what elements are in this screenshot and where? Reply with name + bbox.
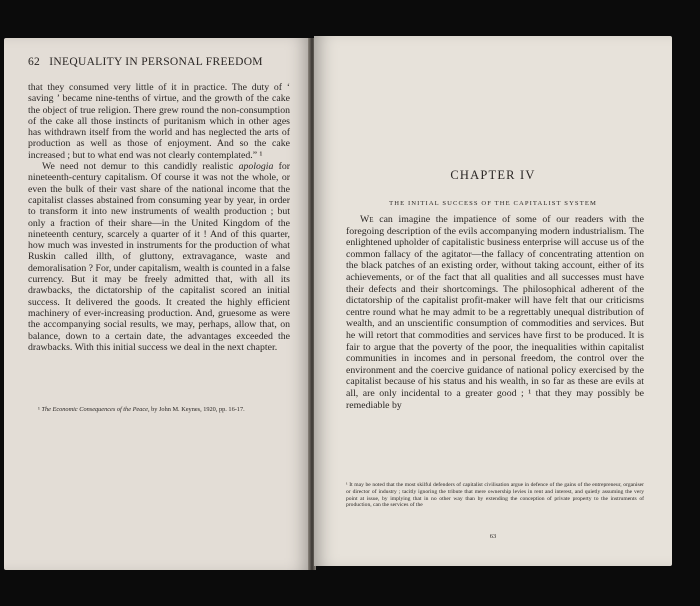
left-body-text [28, 82, 290, 353]
footnote-mark: ¹ [38, 406, 40, 413]
right-page [314, 36, 672, 566]
right-paragraph-text: can imagine the impatience of some of our readers with the foregoing description of the evils accompanying modern industrialism. The enlightened upholder of capitalistic business enterprise will accuse us of the common fallacy of the agitator—the fallacy of concentrating attention on the black patches of an existing order, without taking account, either of its achievements, or of the fact that all qualities and all successes must have their defects and their shortcomings. The philosophical adherent of the dictatorship of the capitalist profit-maker will have felt that our criticisms centre round what he may admit to be a regrettably unequal distribution of wealth, and an unscientific consumption of commodities and services. But he will retort that commodities and services have first to be produced. It is fair to argue that the poverty of the poor, the inequalities within capitalist communities in incomes and in personal freedom, the control over the environment and the coercive guidance of national policy exercised by the capitalist because of his status and his wealth, in so far as these are evils at all, are only incidental to a greater good ; ¹ that they may possibly be remediable by [346, 214, 644, 411]
left-page [4, 38, 310, 570]
para2-start: We need not demur to this candidly realistic [42, 161, 234, 173]
right-paragraph [346, 214, 644, 411]
running-head [28, 56, 290, 68]
para2-italic: apologia [238, 161, 274, 173]
chapter-subtitle: THE INITIAL SUCCESS OF THE CAPITALIST SYSTEM [389, 200, 597, 207]
right-footnote: ¹ It may be noted that the most skilful defenders of capitalist civilisation argue in defence of the gains of the entrepreneur, organiser or director of industry ; tacitly ignoring the tribute that mere ownership levies in rent and interest, and quietly assuming the very point at issue, by implying that in no other way than by extending the conception of private property to the instruments of production, can the services of the [346, 482, 644, 509]
footnote-citation: by John M. Keynes, 1920, pp. 16-17. [151, 406, 245, 413]
left-page-number: 62 [28, 56, 41, 68]
right-body-text [346, 214, 644, 411]
running-head-title: INEQUALITY IN PERSONAL FREEDOM [49, 56, 263, 68]
left-paragraph-2 [28, 161, 290, 353]
footnote-title: The Economic Consequences of the Peace, [41, 406, 150, 413]
left-footnote [38, 406, 290, 414]
lead-word: We [360, 214, 374, 225]
chapter-heading: CHAPTER IV [450, 168, 536, 182]
left-paragraph-1: that they consumed very little of it in practice. The duty of ‘ saving ’ became nine-tenths of virtue, and the growth of the cake the object of true religion. There grew round the non-consumption of the cake all those instincts of puritanism which in other ages has withdrawn itself from the world and has neglected the arts of production as well as those of enjoyment. And so the cake increased ; but to what end was not clearly contemplated.” ¹ [28, 82, 290, 161]
right-page-number: 63 [489, 533, 497, 540]
para2-rest: for nineteenth-century capitalism. Of course it was not the whole, or even the bulk of their vast share of the national income that the capitalist classes abstained from consuming year by year, in order to transform it into new instruments of wealth production ; but only a fraction of their share—in the United Kingdom of the nineteenth century, scarcely a quarter of it ! And of this quarter, how much was invested in instruments for the production of what Ruskin called illth, of gluttony, extravagance, waste and demoralisation ? For, under capitalism, wealth is counted in a false currency. But it may be freely admitted that, with all its drawbacks, the dictatorship of the capitalist scored an initial success. It delivered the goods. It created the highly efficient machinery of ever-increasing production. And, gruesome as were the accompanying social results, we may, perhaps, allow that, on balance, down to a certain date, the advantages exceeded the drawbacks. With this initial success we deal in the next chapter. [28, 161, 291, 353]
